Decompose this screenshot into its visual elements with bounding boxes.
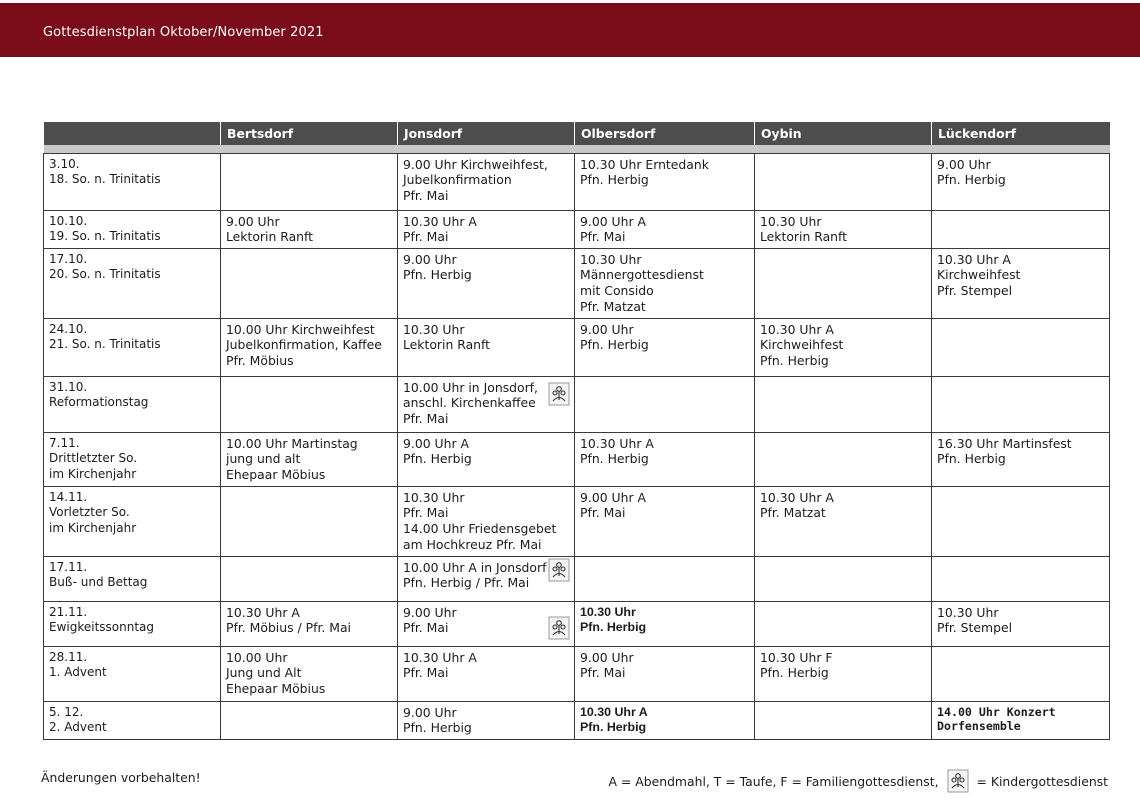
service-cell-bertsdorf [221, 376, 398, 432]
service-cell-bertsdorf [221, 486, 398, 556]
service-line: 10.30 Uhr F [760, 649, 833, 665]
service-line: 9.00 Uhr [403, 704, 457, 720]
service-cell-bertsdorf [221, 601, 398, 646]
service-line: Pfn. Herbig [580, 451, 649, 467]
service-line: 9.00 Uhr A [403, 435, 469, 451]
service-line: Pfr. Mai [580, 665, 626, 681]
service-line: Pfr. Mai [403, 665, 449, 681]
service-cell-olbersdorf [575, 701, 755, 739]
service-line: Pfr. Matzat [760, 505, 826, 521]
date-cell [44, 646, 221, 701]
service-line: 10.30 Uhr A [580, 435, 654, 451]
table-row [44, 432, 1110, 486]
service-line: 10.00 Uhr Kirchweihfest [226, 321, 375, 337]
service-cell-lueckendorf [932, 318, 1110, 376]
service-cell-jonsdorf [398, 318, 575, 376]
service-cell-lueckendorf [932, 646, 1110, 701]
date-line: 10.10. [49, 213, 88, 228]
service-cell-lueckendorf [932, 556, 1110, 601]
service-line: Dorfensemble [937, 719, 1021, 733]
service-cell-jonsdorf [398, 486, 575, 556]
date-cell [44, 153, 221, 210]
date-line: 5. 12. [49, 704, 84, 719]
service-line: 10.30 Uhr A [226, 604, 300, 620]
service-line: 10.30 Uhr A [937, 251, 1011, 267]
table-row [44, 601, 1110, 646]
service-cell-oybin [755, 701, 932, 739]
service-cell-jonsdorf [398, 376, 575, 432]
date-line: 24.10. [49, 321, 88, 336]
service-cell-oybin [755, 432, 932, 486]
service-cell-olbersdorf [575, 486, 755, 556]
date-line: im Kirchenjahr [49, 520, 137, 535]
service-cell-oybin [755, 153, 932, 210]
date-cell [44, 318, 221, 376]
service-line: Pfr. Möbius [226, 352, 294, 368]
service-line: Kirchweihfest [760, 337, 844, 353]
table-row [44, 210, 1110, 248]
service-line: Pfr. Mai [580, 229, 626, 245]
children-service-icon [548, 382, 570, 406]
service-line: Lektorin Ranft [226, 229, 314, 245]
service-cell-oybin [755, 646, 932, 701]
page-title: Gottesdienstplan Oktober/November 2021 [43, 25, 324, 40]
date-line: 21. So. n. Trinitatis [49, 337, 161, 352]
service-line: jung und alt [226, 451, 301, 467]
service-line: 9.00 Uhr [580, 649, 634, 665]
header-separator [44, 145, 1110, 153]
legend-text: A = Abendmahl, T = Taufe, F = Familiengottesdienst, [608, 773, 939, 789]
service-cell-jonsdorf [398, 701, 575, 739]
service-schedule-table [43, 122, 1110, 740]
service-cell-lueckendorf [932, 486, 1110, 556]
service-cell-olbersdorf [575, 318, 755, 376]
date-line: 1. Advent [49, 665, 107, 680]
service-cell-lueckendorf [932, 248, 1110, 318]
service-line: 10.30 Uhr A [403, 649, 477, 665]
service-cell-bertsdorf [221, 432, 398, 486]
service-line: 10.30 Uhr [580, 604, 636, 619]
service-line: Pfn. Herbig [580, 172, 649, 188]
column-header-oybin: Oybin [755, 122, 932, 145]
service-line: Pfr. Mai [403, 229, 449, 245]
service-cell-olbersdorf [575, 248, 755, 318]
service-line: 10.00 Uhr [226, 649, 288, 665]
date-line: 3.10. [49, 156, 80, 171]
service-cell-bertsdorf [221, 556, 398, 601]
service-cell-lueckendorf [932, 701, 1110, 739]
service-line: anschl. Kirchenkaffee [403, 395, 536, 411]
service-cell-bertsdorf [221, 318, 398, 376]
service-cell-olbersdorf [575, 210, 755, 248]
date-cell [44, 601, 221, 646]
table-header-row [44, 122, 1110, 145]
date-line: 21.11. [49, 604, 88, 619]
service-line: 9.00 Uhr [580, 321, 634, 337]
service-cell-oybin [755, 556, 932, 601]
service-cell-oybin [755, 210, 932, 248]
date-line: Ewigkeitssonntag [49, 620, 155, 635]
service-line: Männergottesdienst [580, 267, 704, 283]
service-cell-olbersdorf [575, 646, 755, 701]
service-line: Pfr. Matzat [580, 298, 646, 314]
service-line: 10.30 Uhr A [580, 704, 648, 719]
title-banner [0, 3, 1140, 57]
column-header-bertsdorf: Bertsdorf [221, 122, 398, 145]
service-cell-lueckendorf [932, 376, 1110, 432]
service-line: Ehepaar Möbius [226, 680, 326, 696]
table-row [44, 556, 1110, 601]
date-cell [44, 556, 221, 601]
date-line: Vorletzter So. [49, 505, 130, 520]
service-line: Pfr. Mai [580, 505, 626, 521]
service-cell-jonsdorf [398, 556, 575, 601]
service-cell-jonsdorf [398, 646, 575, 701]
service-line: Pfn. Herbig [403, 451, 472, 467]
column-header-lueckendorf: Lückendorf [932, 122, 1110, 145]
date-line: Reformationstag [49, 395, 149, 410]
date-line: 7.11. [49, 435, 80, 450]
service-cell-oybin [755, 486, 932, 556]
service-line: Jubelkonfirmation, Kaffee [226, 337, 382, 353]
table-row [44, 318, 1110, 376]
service-line: 10.00 Uhr A in Jonsdorf [403, 559, 547, 575]
service-line: mit Consido [580, 282, 654, 298]
service-cell-bertsdorf [221, 248, 398, 318]
service-line: 9.00 Uhr [403, 251, 457, 267]
date-line: 19. So. n. Trinitatis [49, 229, 161, 244]
changes-note: Änderungen vorbehalten! [41, 770, 201, 785]
service-cell-lueckendorf [932, 601, 1110, 646]
table-row [44, 701, 1110, 739]
service-line: Jubelkonfirmation [403, 172, 512, 188]
service-cell-lueckendorf [932, 153, 1110, 210]
service-line: 10.30 Uhr [580, 251, 642, 267]
service-cell-bertsdorf [221, 701, 398, 739]
date-line: im Kirchenjahr [49, 466, 137, 481]
service-line: 10.30 Uhr Erntedank [580, 156, 709, 172]
date-line: 14.11. [49, 489, 88, 504]
service-line: Pfr. Mai [403, 505, 449, 521]
service-line: Pfr. Stempel [937, 282, 1013, 298]
service-line: Pfn. Herbig [403, 720, 472, 736]
service-cell-bertsdorf [221, 646, 398, 701]
service-line: 14.00 Uhr Konzert [937, 704, 1056, 719]
service-cell-oybin [755, 318, 932, 376]
date-line: 18. So. n. Trinitatis [49, 172, 161, 187]
service-line: 10.30 Uhr [403, 489, 465, 505]
service-line: Pfn. Herbig / Pfr. Mai [403, 575, 530, 591]
service-cell-oybin [755, 376, 932, 432]
service-cell-jonsdorf [398, 432, 575, 486]
service-line: Pfr. Mai [403, 187, 449, 203]
service-cell-oybin [755, 601, 932, 646]
service-line: Pfr. Möbius / Pfr. Mai [226, 620, 351, 636]
service-line: Ehepaar Möbius [226, 466, 326, 482]
date-cell [44, 432, 221, 486]
service-line: Pfn. Herbig [580, 619, 647, 634]
service-line: 9.00 Uhr [403, 604, 457, 620]
service-line: 9.00 Uhr Kirchweihfest, [403, 156, 548, 172]
service-cell-oybin [755, 248, 932, 318]
service-cell-lueckendorf [932, 432, 1110, 486]
service-line: Pfn. Herbig [580, 337, 649, 353]
date-line: 31.10. [49, 379, 88, 394]
service-line: 10.30 Uhr A [760, 321, 834, 337]
service-line: 10.30 Uhr A [403, 213, 477, 229]
service-cell-bertsdorf [221, 210, 398, 248]
date-cell [44, 210, 221, 248]
service-line: Lektorin Ranft [403, 337, 491, 353]
service-line: Pfn. Herbig [937, 172, 1006, 188]
service-line: 9.00 Uhr [226, 213, 280, 229]
service-cell-olbersdorf [575, 601, 755, 646]
children-service-icon [548, 616, 570, 640]
service-cell-jonsdorf [398, 248, 575, 318]
date-cell [44, 248, 221, 318]
table-row [44, 248, 1110, 318]
service-line: 9.00 Uhr A [580, 489, 646, 505]
children-service-icon [947, 769, 969, 793]
service-line: 16.30 Uhr Martinsfest [937, 435, 1072, 451]
date-line: 17.11. [49, 559, 88, 574]
service-line: Kirchweihfest [937, 267, 1021, 283]
service-line: 10.30 Uhr [760, 213, 822, 229]
date-cell [44, 486, 221, 556]
service-line: Pfr. Stempel [937, 620, 1013, 636]
service-line: am Hochkreuz Pfr. Mai [403, 536, 542, 552]
table-row [44, 646, 1110, 701]
service-cell-bertsdorf [221, 153, 398, 210]
service-line: 10.30 Uhr [403, 321, 465, 337]
service-line: 10.00 Uhr in Jonsdorf, [403, 379, 538, 395]
children-service-icon [548, 558, 570, 582]
date-line: Buß- und Bettag [49, 575, 148, 590]
date-line: Drittletzter So. [49, 451, 138, 466]
service-cell-olbersdorf [575, 556, 755, 601]
service-line: Pfn. Herbig [937, 451, 1006, 467]
column-header-date [44, 122, 221, 145]
service-cell-olbersdorf [575, 376, 755, 432]
service-cell-lueckendorf [932, 210, 1110, 248]
service-line: Pfr. Mai [403, 410, 449, 426]
date-line: 2. Advent [49, 720, 107, 735]
service-line: Pfr. Mai [403, 620, 449, 636]
date-line: 17.10. [49, 251, 88, 266]
column-header-jonsdorf: Jonsdorf [398, 122, 575, 145]
date-cell [44, 376, 221, 432]
legend-icon-text: = Kindergottesdienst [976, 773, 1108, 789]
service-line: 10.00 Uhr Martinstag [226, 435, 358, 451]
service-cell-jonsdorf [398, 601, 575, 646]
service-line: Pfn. Herbig [580, 719, 647, 734]
service-cell-olbersdorf [575, 153, 755, 210]
service-line: 9.00 Uhr A [580, 213, 646, 229]
date-line: 28.11. [49, 649, 88, 664]
service-line: Jung und Alt [226, 665, 302, 681]
table-row [44, 486, 1110, 556]
table-row [44, 153, 1110, 210]
service-line: Pfn. Herbig [760, 352, 829, 368]
service-line: Pfn. Herbig [760, 665, 829, 681]
date-cell [44, 701, 221, 739]
service-line: Lektorin Ranft [760, 229, 848, 245]
service-line: 9.00 Uhr [937, 156, 991, 172]
legend [609, 769, 1108, 793]
table-row [44, 376, 1110, 432]
service-line: 14.00 Uhr Friedensgebet [403, 520, 557, 536]
service-line: Pfn. Herbig [403, 267, 472, 283]
service-line: 10.30 Uhr [937, 604, 999, 620]
service-line: 10.30 Uhr A [760, 489, 834, 505]
date-line: 20. So. n. Trinitatis [49, 267, 161, 282]
service-cell-jonsdorf [398, 153, 575, 210]
service-cell-olbersdorf [575, 432, 755, 486]
column-header-olbersdorf: Olbersdorf [575, 122, 755, 145]
service-cell-jonsdorf [398, 210, 575, 248]
